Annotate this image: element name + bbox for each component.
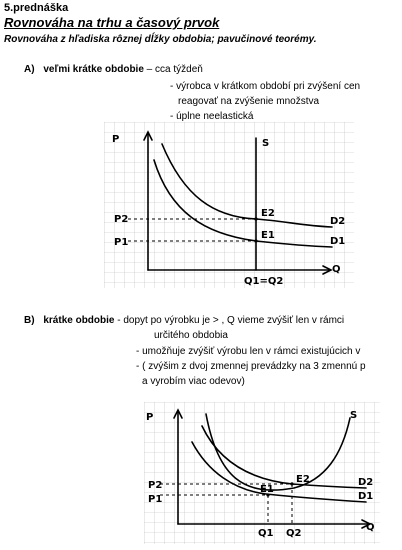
- grid-paper: [144, 402, 380, 544]
- page-subtitle: Rovnováha z hľadiska rôznej dĺžky obdobia; pavučinové teorémy.: [4, 34, 317, 45]
- q-equal-label: Q1=Q2: [244, 276, 284, 287]
- section-a-tail: – cca týždeň: [143, 64, 203, 75]
- lecture-number: 5.prednáška: [4, 2, 69, 14]
- s-label: S: [350, 410, 358, 421]
- section-b-line-4: a vyrobím viac odevov): [142, 376, 245, 387]
- page-title: Rovnováha na trhu a časový prvok: [4, 15, 220, 30]
- section-a-line-3: - úplne neelastická: [170, 111, 254, 122]
- grid-paper: [104, 122, 354, 288]
- section-b-line-1: určitého obdobia: [154, 330, 228, 341]
- point-e1: [254, 239, 257, 242]
- s-label: S: [262, 138, 270, 149]
- p1-label: P1: [148, 494, 163, 505]
- e2-label: E2: [296, 474, 310, 485]
- section-b-heading: [24, 315, 344, 326]
- d1-label: D1: [330, 236, 346, 247]
- d2-label: D2: [330, 216, 346, 227]
- q1-label: Q1: [258, 528, 274, 539]
- e1-label: E1: [261, 230, 275, 241]
- point-e2: [254, 217, 257, 220]
- graph-b: [144, 402, 380, 544]
- e2-label: E2: [261, 208, 275, 219]
- section-a-title: veľmi krátke obdobie: [43, 64, 144, 75]
- d2-label: D2: [358, 477, 374, 488]
- q-axis-label: Q: [332, 264, 341, 275]
- section-b-tail: - dopyt po výrobku je > , Q vieme zvýšiť len v rámci: [114, 315, 345, 326]
- p-axis-label: P: [112, 134, 120, 145]
- point-e2: [290, 482, 293, 485]
- section-a-line-2: reagovať na zvýšenie množstva: [178, 96, 320, 107]
- e1-label: E1: [260, 484, 274, 495]
- section-b-line-3: - ( zvýšim z dvoj zmennej prevádzky na 3 zmennú p: [136, 361, 366, 372]
- section-a-marker: A): [24, 64, 35, 75]
- p2-label: P2: [114, 214, 129, 225]
- section-b-line-2: - umožňuje zvýšiť výrobu len v rámci existujúcich v: [136, 346, 361, 357]
- graph-a: [104, 122, 354, 288]
- p-axis-label: P: [146, 412, 154, 423]
- q2-label: Q2: [286, 528, 302, 539]
- section-a-heading: [24, 64, 203, 75]
- p1-label: P1: [114, 237, 129, 248]
- p2-label: P2: [148, 480, 163, 491]
- d1-label: D1: [358, 491, 374, 502]
- q-axis-label: Q: [366, 522, 375, 533]
- section-b-title: krátke obdobie: [43, 315, 115, 326]
- section-b-marker: B): [24, 315, 35, 326]
- section-a-line-1: - výrobca v krátkom období pri zvýšení cen: [170, 81, 361, 92]
